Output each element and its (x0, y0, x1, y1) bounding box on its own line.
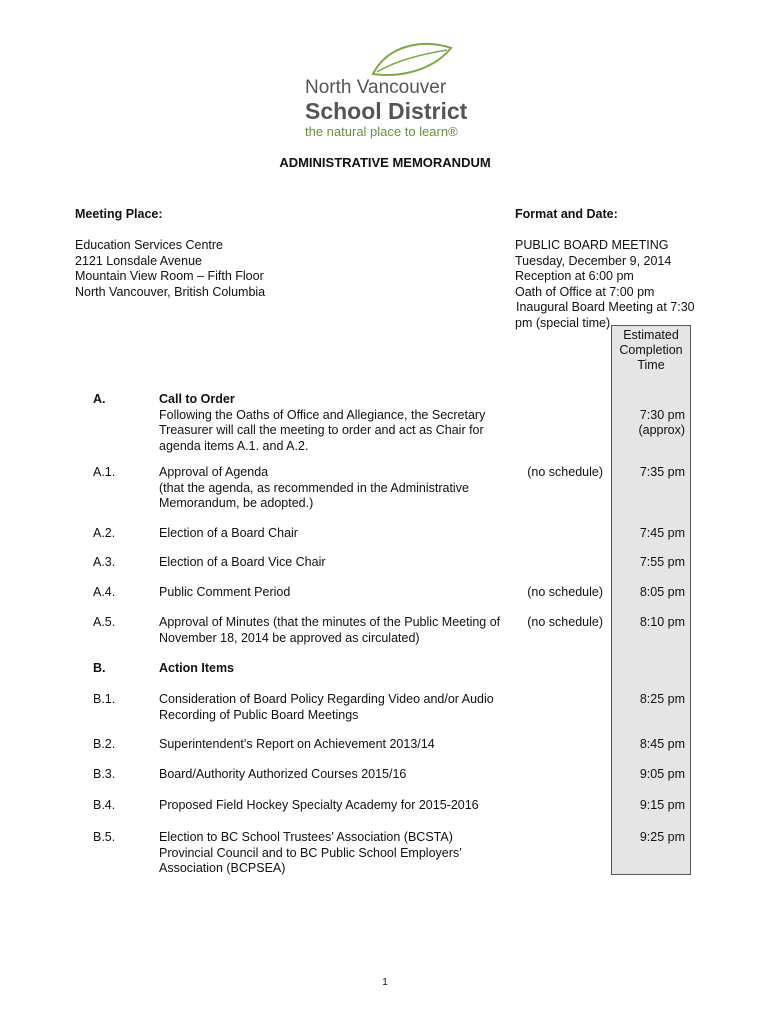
meeting-place-address (75, 238, 265, 300)
agenda-item-schedule: (no schedule) (527, 615, 603, 629)
agenda-item-time (611, 830, 685, 846)
agenda-item-line: Election to BC School Trustees’ Association (BCSTA) (159, 830, 453, 844)
agenda-item-heading: Action Items (159, 661, 235, 675)
agenda-item-description (159, 692, 494, 723)
agenda-item-line: (that the agenda, as recommended in the Administrative (159, 480, 469, 495)
agenda-item-time-line: 7:30 pm (639, 407, 685, 422)
agenda-item-line: Election of a Board Chair (159, 526, 298, 540)
agenda-item-line: Election of a Board Vice Chair (159, 555, 326, 569)
memo-title: ADMINISTRATIVE MEMORANDUM (279, 155, 491, 170)
agenda-item-number: A.4. (93, 585, 116, 599)
format-line: Tuesday, December 9, 2014 (515, 253, 672, 268)
agenda-item-line: Following the Oaths of Office and Allegiance, the Secretary (159, 407, 486, 422)
agenda-item-time (611, 798, 685, 814)
district-logo (305, 40, 490, 150)
agenda-item-description (159, 798, 479, 814)
agenda-item-number: B.3. (93, 767, 116, 781)
agenda-item-description (159, 555, 326, 571)
agenda-item-description (159, 830, 462, 877)
agenda-item-number: B.5. (93, 830, 116, 844)
agenda-item-time-line: 9:25 pm (639, 830, 685, 844)
agenda-item-time (611, 526, 685, 542)
agenda-item-line: Memorandum, be adopted.) (159, 496, 314, 510)
agenda-item-description (159, 737, 435, 753)
agenda-item-description (159, 767, 406, 783)
leaf-icon (367, 40, 457, 78)
agenda-item-number: A.5. (93, 615, 116, 629)
agenda-item-line: agenda items A.1. and A.2. (159, 438, 309, 453)
agenda-item-line: Board/Authority Authorized Courses 2015/16 (159, 767, 407, 781)
agenda-item-number: A.1. (93, 465, 116, 479)
agenda-item-time (611, 555, 685, 571)
agenda-item-number: B.1. (93, 692, 116, 706)
agenda-item-line: Consideration of Board Policy Regarding Video and/or Audio (159, 692, 494, 706)
address-line: Mountain View Room – Fifth Floor (75, 269, 264, 283)
agenda-item-time-line: 7:55 pm (639, 555, 685, 569)
agenda-item-description (159, 526, 298, 542)
agenda-item-time-line: 7:35 pm (639, 465, 685, 479)
agenda-item-line: November 18, 2014 be approved as circulated) (159, 630, 420, 645)
format-date-label: Format and Date: (515, 207, 618, 221)
format-line: Oath of Office at 7:00 pm (515, 284, 655, 299)
agenda-item-time-line: 7:45 pm (639, 526, 685, 540)
agenda-item-heading: Call to Order (159, 392, 235, 406)
format-line: PUBLIC BOARD MEETING (515, 238, 669, 252)
agenda-item-description (159, 392, 485, 454)
agenda-item-description (159, 615, 500, 646)
agenda-item-description (159, 661, 234, 677)
agenda-item-line: Association (BCPSEA) (159, 861, 286, 875)
estimated-header-line: Time (637, 358, 665, 372)
agenda-item-number: A. (93, 392, 106, 406)
agenda-item-time (611, 408, 685, 439)
format-line: Inaugural Board Meeting at 7:30 (516, 300, 695, 314)
agenda-item-time-line: 8:10 pm (639, 615, 685, 629)
agenda-item-time-line: 9:15 pm (639, 798, 685, 812)
agenda-item-line: Approval of Agenda (159, 465, 269, 479)
logo-tagline: the natural place to learn® (305, 124, 458, 139)
agenda-item-line: Recording of Public Board Meetings (159, 707, 359, 722)
agenda-item-number: B.2. (93, 737, 116, 751)
format-line: pm (special time) (515, 315, 611, 330)
agenda-item-time (611, 692, 685, 708)
agenda-item-number: B. (93, 661, 106, 675)
agenda-item-number: B.4. (93, 798, 116, 812)
agenda-item-description (159, 465, 469, 512)
format-line: Reception at 6:00 pm (515, 269, 634, 283)
agenda-item-time (611, 737, 685, 753)
agenda-item-time (611, 767, 685, 783)
agenda-item-number: A.3. (93, 555, 116, 569)
agenda-item-time (611, 615, 685, 631)
logo-line-1: North Vancouver (305, 77, 447, 98)
agenda-item-line: Provincial Council and to BC Public School Employers’ (159, 845, 462, 860)
estimated-time-header (611, 328, 691, 373)
format-date-details (515, 238, 695, 331)
agenda-item-line: Treasurer will call the meeting to order and act as Chair for (159, 423, 484, 437)
logo-line-2: School District (305, 98, 468, 124)
agenda-item-line: Public Comment Period (159, 585, 291, 599)
address-line: 2121 Lonsdale Avenue (75, 253, 202, 268)
estimated-header-line: Estimated (623, 328, 679, 342)
agenda-item-line: Proposed Field Hockey Specialty Academy for 2015-2016 (159, 798, 479, 812)
page-number: 1 (382, 977, 388, 988)
agenda-item-time-line: 8:45 pm (639, 737, 685, 751)
agenda-item-time-line: 9:05 pm (639, 767, 685, 781)
agenda-item-time-line: 8:05 pm (639, 585, 685, 599)
agenda-item-line: Approval of Minutes (that the minutes of the Public Meeting of (159, 615, 501, 629)
agenda-item-schedule: (no schedule) (527, 585, 603, 599)
agenda-item-description (159, 585, 290, 601)
estimated-header-line: Completion (619, 343, 683, 357)
agenda-item-time-line: 8:25 pm (639, 692, 685, 706)
agenda-item-schedule: (no schedule) (527, 465, 603, 479)
agenda-item-time (611, 585, 685, 601)
agenda-item-number: A.2. (93, 526, 116, 540)
agenda-item-time (611, 465, 685, 481)
meeting-place-label: Meeting Place: (75, 207, 163, 221)
agenda-item-line: Superintendent’s Report on Achievement 2013/14 (159, 737, 435, 751)
agenda-item-time-line: (approx) (638, 423, 685, 437)
address-line: Education Services Centre (75, 238, 223, 252)
address-line: North Vancouver, British Columbia (75, 284, 266, 299)
